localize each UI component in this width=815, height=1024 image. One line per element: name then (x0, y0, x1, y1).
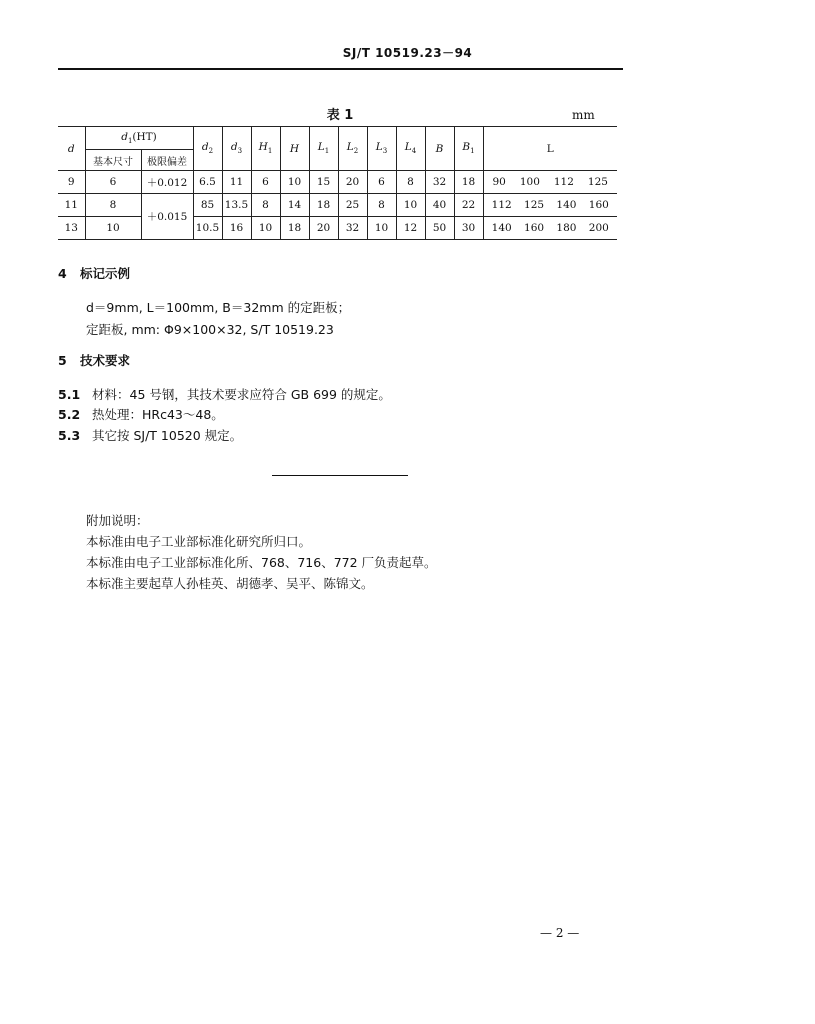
requirement-item: 5.3 其它按 SJ/T 10520 规定。 (58, 428, 243, 443)
col-head-d1: $d_1(HT)$ (85, 127, 193, 150)
col-head-L3: $L_3$ (367, 127, 396, 171)
requirement-item: 5.1 材料：45 号钢，其技术要求应符合 GB 699 的规定。 (58, 387, 391, 402)
table-row: 13 10 10.5 16 10 18 20 32 10 12 50 30 140 160 180 200 (58, 217, 617, 240)
section-4-heading: 4 标记示例 (58, 266, 131, 281)
col-head-d2: $d_2$ (193, 127, 222, 171)
col-head-basic-size: 基本尺寸 (85, 150, 141, 171)
col-head-H1: $H_1$ (251, 127, 280, 171)
notes-line: 本标准主要起草人孙桂英、胡德孝、吴平、陈锦文。 (86, 576, 374, 591)
document-header: SJ/T 10519.23－94 (342, 46, 473, 60)
notes-line: 本标准由电子工业部标准化所、768、716、772 厂负责起草。 (86, 555, 437, 570)
table-caption: 表 1 (326, 108, 354, 123)
section-5-heading: 5 技术要求 (58, 353, 131, 368)
marking-example-line-2: 定距板, mm: Φ9×100×32, S/T 10519.23 (86, 322, 334, 337)
page-number: — 2 — (540, 926, 580, 940)
col-head-B1: $B_1$ (454, 127, 483, 171)
col-head-tolerance: 极限偏差 (141, 150, 193, 171)
notes-line: 本标准由电子工业部标准化研究所归口。 (86, 534, 312, 549)
section-divider (272, 475, 408, 476)
col-head-B: B (425, 127, 454, 171)
col-head-d3: $d_3$ (222, 127, 251, 171)
marking-example-line-1: d＝9mm, L＝100mm, B＝32mm 的定距板； (86, 300, 351, 315)
col-head-L2: $L_2$ (338, 127, 367, 171)
header-rule (58, 68, 623, 70)
table-row: 9 6 ＋0.012 6.5 11 6 10 15 20 6 8 32 18 90 100 112 125 (58, 171, 617, 194)
dimension-table (58, 126, 617, 240)
col-head-H: H (280, 127, 309, 171)
table-unit: mm (572, 108, 595, 122)
col-head-d: d (58, 127, 85, 171)
col-head-L4: $L_4$ (396, 127, 425, 171)
notes-title: 附加说明： (86, 513, 149, 528)
table-row: 11 8 ＋0.015 85 13.5 8 14 18 25 8 10 40 22 112 125 140 160 (58, 194, 617, 217)
requirement-item: 5.2 热处理：HRc43～48。 (58, 407, 224, 422)
col-head-L1: $L_1$ (309, 127, 338, 171)
col-head-L: L (483, 127, 617, 171)
